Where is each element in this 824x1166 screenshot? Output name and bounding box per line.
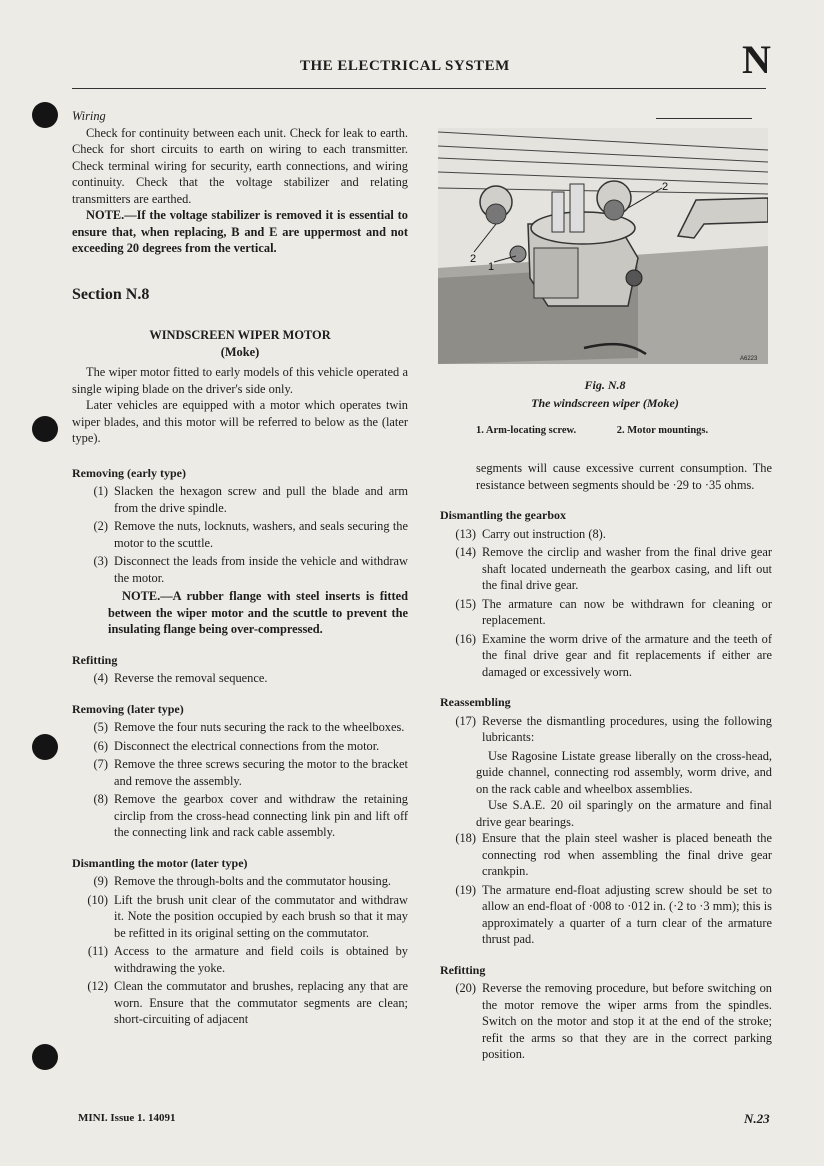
list-item — [440, 980, 772, 1063]
lubricant-oil: Use S.A.E. 20 oil sparingly on the armature and final drive gear bearings. — [476, 798, 772, 829]
list-item — [72, 873, 408, 890]
figure-legend — [476, 425, 746, 436]
item-number: (18) — [455, 831, 476, 845]
legend-item: 2. Motor mountings. — [616, 425, 709, 436]
item-number: (7) — [93, 757, 108, 771]
item-text: Ensure that the plain steel washer is placed beneath the connecting rod when assembling the final drive gear crankpin. — [482, 831, 772, 878]
section-letter: N — [742, 37, 771, 82]
punch-hole — [32, 1044, 58, 1070]
item-text: Slacken the hexagon screw and pull the blade and arm from the drive spindle. — [114, 484, 408, 515]
removing-early-heading: Removing (early type) — [72, 465, 186, 480]
list-item — [72, 670, 408, 687]
item-text: Remove the three screws securing the motor to the bracket and remove the assembly. — [114, 757, 408, 788]
item-number: (13) — [455, 526, 476, 541]
item-number: (6) — [93, 738, 108, 753]
section-title: Section N.8 — [72, 285, 150, 303]
punch-hole — [32, 416, 58, 442]
legend-item: 1. Arm-locating screw. — [476, 425, 577, 436]
item-number: (3) — [93, 554, 108, 568]
item-text: Remove the circlip and washer from the final drive gear shaft located underneath the gearbox casing, and lift out the final drive gear. — [482, 545, 772, 592]
item-number: (1) — [93, 484, 108, 498]
punch-hole — [32, 102, 58, 128]
intro-paragraph-1: The wiper motor fitted to early models of this vehicle operated a single wiping blade on the driver's side only. — [72, 365, 408, 396]
item-number: (4) — [93, 671, 108, 685]
callout-label: 2 — [662, 181, 669, 193]
item-number: (10) — [87, 892, 108, 907]
item-number: (15) — [455, 596, 476, 611]
list-item — [72, 756, 408, 789]
wiper-motor-illustration — [438, 128, 768, 364]
list-item — [440, 526, 772, 543]
list-item — [72, 518, 408, 551]
figure-title: The windscreen wiper (Moke) — [531, 396, 679, 410]
item-text: Carry out instruction (8). — [482, 526, 606, 541]
list-item — [72, 978, 408, 1028]
right-column — [440, 460, 772, 1065]
page-title: THE ELECTRICAL SYSTEM — [300, 58, 510, 74]
item-text: The armature can now be withdrawn for cleaning or replacement. — [482, 596, 772, 627]
item-number: (9) — [93, 874, 108, 888]
section-subtitle: WINDSCREEN WIPER MOTOR — [149, 328, 331, 342]
item-text: Lift the brush unit clear of the commutator and withdraw it. Note the position occupied by each brush so that it may be refitted in its original setting on the commutator. — [114, 892, 408, 940]
item-number: (20) — [455, 981, 476, 995]
item-number: (17) — [455, 713, 476, 728]
figure-caption — [440, 376, 770, 412]
item-number: (19) — [455, 882, 476, 897]
item-number: (12) — [87, 979, 108, 993]
list-item — [72, 791, 408, 841]
list-item — [72, 483, 408, 516]
figure-ref: A6223 — [740, 356, 758, 362]
intro-paragraph-2: Later vehicles are equipped with a motor which operates twin wiper blades, and this motor will be referred to below as the (later type). — [72, 398, 408, 445]
removing-early-note: NOTE.—A rubber flange with steel inserts is fitted between the wiper motor and the scuttle to prevent the insulating flange being over-compressed. — [108, 589, 408, 636]
punch-hole — [32, 734, 58, 760]
item-text: Remove the through-bolts and the commutator housing. — [114, 874, 392, 888]
wiring-paragraph: Check for continuity between each unit. Check for leak to earth. Check for short circuits to earth on wiring to each transmitter. Check terminal wiring for security, earth connections, and wiring continuity. Check that the voltage stabilizer and relating transmitters are earthed. — [72, 125, 408, 206]
item-number: (11) — [87, 944, 108, 958]
figure-illustration — [438, 128, 768, 364]
list-item — [440, 713, 772, 746]
dismantling-motor-heading: Dismantling the motor (later type) — [72, 855, 248, 870]
wiring-note: NOTE.—If the voltage stabilizer is removed it is essential to ensure that, when replacing, B and E are uppermost and not exceeding 20 degrees from the vertical. — [72, 208, 408, 255]
item-text: Disconnect the leads from inside the vehicle and withdraw the motor. — [114, 554, 408, 585]
short-rule — [656, 118, 752, 119]
dismantling-gearbox-heading: Dismantling the gearbox — [440, 508, 566, 522]
list-item — [440, 544, 772, 594]
lubricant-grease: Use Ragosine Listate grease liberally on the cross-head, guide channel, connecting rod assembly, worm drive, and on the rack cable and wheelbox assemblies. — [476, 748, 772, 796]
removing-later-heading: Removing (later type) — [72, 701, 184, 716]
item-text: The armature end-float adjusting screw should be set to allow an end-float of ·008 to ·012 in. (·2 to ·3 mm); this is approximately a quarter of a turn clear of the armature thrust pad. — [482, 882, 772, 946]
callout-label: 2 — [470, 253, 477, 265]
item-text: Access to the armature and field coils is obtained by withdrawing the yoke. — [114, 944, 408, 975]
item-text: Reverse the removal sequence. — [114, 671, 268, 685]
list-item — [440, 596, 772, 629]
section-subnote: (Moke) — [220, 344, 260, 359]
refitting-2-heading: Refitting — [440, 962, 486, 977]
wiring-heading: Wiring — [72, 109, 106, 123]
item-text: Remove the four nuts securing the rack to the wheelboxes. — [114, 720, 405, 734]
item-text: Disconnect the electrical connections from the motor. — [114, 738, 380, 753]
list-item — [440, 882, 772, 948]
item-number: (16) — [455, 631, 476, 646]
refitting-heading: Refitting — [72, 652, 118, 667]
item-number: (2) — [93, 519, 108, 533]
left-column — [72, 108, 408, 1030]
item-text: Clean the commutator and brushes, replacing any that are worn. Ensure that the commutator segments are clean; short-circuiting of adjacent — [114, 979, 408, 1026]
footer-issue: MINI. Issue 1. 14091 — [78, 1112, 176, 1124]
list-item — [440, 631, 772, 681]
list-item — [72, 943, 408, 976]
callout-label: 1 — [488, 261, 495, 273]
page-number: N.23 — [744, 1111, 770, 1126]
list-item — [72, 892, 408, 942]
header-rule — [72, 88, 766, 89]
list-item — [72, 719, 408, 736]
item-text: Reverse the dismantling procedures, using the following lubricants: — [482, 713, 772, 744]
continuation-text: segments will cause excessive current consumption. The resistance between segments should be ·29 to ·35 ohms. — [476, 461, 772, 492]
list-item — [72, 553, 408, 586]
figure-number: Fig. N.8 — [584, 378, 626, 392]
list-item — [72, 738, 408, 755]
item-text: Reverse the removing procedure, but before switching on the motor remove the wiper arms from the spindles. Switch on the motor and stop it at the end of the stroke; refit the arms so that they are in the correct parking position. — [482, 981, 772, 1061]
item-number: (14) — [455, 545, 476, 559]
reassembling-heading: Reassembling — [440, 695, 511, 709]
item-number: (5) — [93, 720, 108, 734]
item-number: (8) — [93, 792, 108, 806]
item-text: Examine the worm drive of the armature and the teeth of the final drive gear and fit replacements if either are damaged or excessively worn. — [482, 631, 772, 679]
item-text: Remove the nuts, locknuts, washers, and seals securing the motor to the scuttle. — [114, 519, 408, 550]
list-item — [440, 830, 772, 880]
item-text: Remove the gearbox cover and withdraw the retaining circlip from the cross-head connecting link pin and lift off the connecting link and rack cable assembly. — [114, 792, 408, 839]
